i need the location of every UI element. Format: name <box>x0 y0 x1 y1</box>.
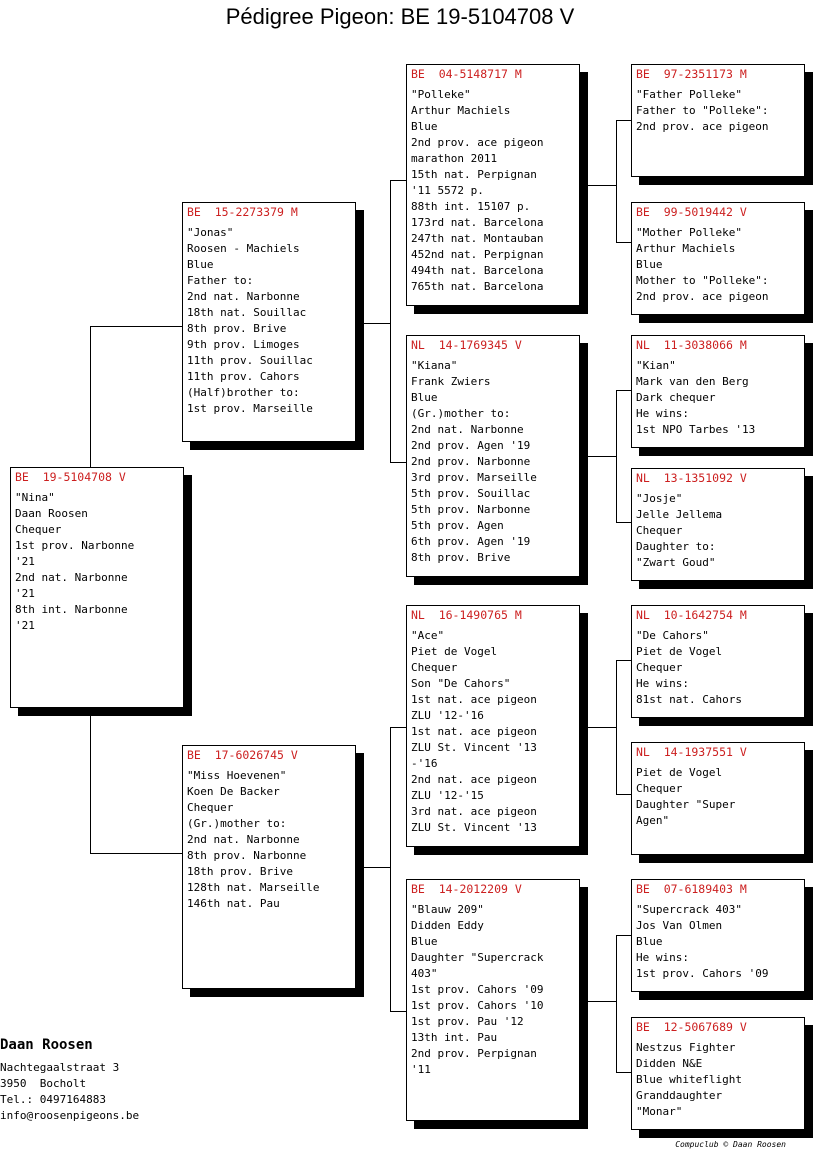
owner-info <box>0 1036 139 1124</box>
pigeon-line: He wins: <box>636 407 689 420</box>
pigeon-line: 8th prov. Brive <box>187 322 287 335</box>
pigeon-line: 1st nat. ace pigeon <box>411 693 537 706</box>
pigeon-line: '21 <box>15 587 35 600</box>
pigeon-line: Blue <box>411 935 438 948</box>
pigeon-line: 2nd nat. Narbonne <box>187 290 300 303</box>
ring-number: NL 14-1769345 V <box>411 338 522 352</box>
pigeon-line: 5th prov. Souillac <box>411 487 531 500</box>
pigeon-line: 2nd prov. ace pigeon <box>636 290 769 303</box>
pigeon-line: 8th prov. Narbonne <box>187 849 307 862</box>
pigeon-line: "Jonas" <box>187 226 234 239</box>
pigeon-line: Blue <box>636 258 663 271</box>
pigeon-card-paternal-grandmother[interactable] <box>406 335 580 577</box>
ring-number: BE 19-5104708 V <box>15 470 126 484</box>
ring-number: BE 14-2012209 V <box>411 882 522 896</box>
pigeon-line: 88th int. 15107 p. <box>411 200 531 213</box>
pigeon-line: Frank Zwiers <box>411 375 491 388</box>
pigeon-line: "Polleke" <box>411 88 471 101</box>
credit-footer: Compuclub © Daan Roosen <box>675 1140 786 1149</box>
pigeon-line: 1st NPO Tarbes '13 <box>636 423 756 436</box>
pigeon-line: '21 <box>15 619 35 632</box>
pigeon-card-mother[interactable] <box>182 745 356 989</box>
pigeon-line: Didden N&E <box>636 1057 703 1070</box>
pigeon-card-ggp-7[interactable] <box>631 879 805 992</box>
pigeon-line: 13th int. Pau <box>411 1031 498 1044</box>
pigeon-line: '11 <box>411 1063 431 1076</box>
pigeon-line: 3rd prov. Marseille <box>411 471 537 484</box>
pigeon-line: Daan Roosen <box>15 507 88 520</box>
pigeon-line: 1st prov. Pau '12 <box>411 1015 524 1028</box>
pigeon-line: 18th prov. Brive <box>187 865 293 878</box>
pigeon-line: 247th nat. Montauban <box>411 232 544 245</box>
pigeon-line: Blue whiteflight <box>636 1073 742 1086</box>
pigeon-line: '11 5572 p. <box>411 184 484 197</box>
pigeon-line: 2nd nat. Narbonne <box>411 423 524 436</box>
pigeon-line: "Ace" <box>411 629 445 642</box>
pigeon-line: (Half)brother to: <box>187 386 300 399</box>
pigeon-line: 6th prov. Agen '19 <box>411 535 531 548</box>
pigeon-line: Chequer <box>636 782 683 795</box>
pigeon-line: 1st prov. Cahors '09 <box>636 967 769 980</box>
pigeon-line: Piet de Vogel <box>636 645 723 658</box>
ring-number: BE 07-6189403 M <box>636 882 747 896</box>
ring-number: NL 16-1490765 M <box>411 608 522 622</box>
pigeon-card-ggp-1[interactable] <box>631 64 805 177</box>
pigeon-line: "Blauw 209" <box>411 903 484 916</box>
ring-number: BE 15-2273379 M <box>187 205 298 219</box>
page-title: Pédigree Pigeon: BE 19-5104708 V <box>225 4 575 29</box>
pigeon-line: 1st prov. Marseille <box>187 402 313 415</box>
pigeon-line: 2nd prov. Perpignan <box>411 1047 537 1060</box>
pigeon-line: 494th nat. Barcelona <box>411 264 544 277</box>
pigeon-line: Koen De Backer <box>187 785 280 798</box>
pigeon-line: '21 <box>15 555 35 568</box>
pigeon-line: 81st nat. Cahors <box>636 693 742 706</box>
pigeon-line: He wins: <box>636 951 689 964</box>
pigeon-line: "Monar" <box>636 1105 683 1118</box>
pigeon-line: 146th nat. Pau <box>187 897 280 910</box>
pigeon-line: 11th prov. Souillac <box>187 354 313 367</box>
owner-email[interactable]: info@roosenpigeons.be <box>0 1109 140 1122</box>
pigeon-line: 5th prov. Agen <box>411 519 504 532</box>
pigeon-line: 2nd prov. Agen '19 <box>411 439 531 452</box>
pigeon-line: 2nd nat. Narbonne <box>187 833 300 846</box>
pigeon-line: (Gr.)mother to: <box>411 407 511 420</box>
pigeon-line: "Josje" <box>636 492 683 505</box>
pigeon-line: 1st prov. Cahors '09 <box>411 983 544 996</box>
pigeon-line: "Nina" <box>15 491 55 504</box>
pigeon-line: 128th nat. Marseille <box>187 881 320 894</box>
pigeon-line: Piet de Vogel <box>411 645 498 658</box>
pigeon-line: Blue <box>187 258 214 271</box>
pigeon-line: -'16 <box>411 757 438 770</box>
pigeon-line: "Supercrack 403" <box>636 903 742 916</box>
pigeon-line: 2nd nat. Narbonne <box>15 571 128 584</box>
pigeon-line: "Zwart Goud" <box>636 556 716 569</box>
pigeon-line: "De Cahors" <box>636 629 709 642</box>
pigeon-line: 2nd prov. ace pigeon <box>411 136 544 149</box>
pigeon-card-father[interactable] <box>182 202 356 442</box>
pigeon-line: "Miss Hoevenen" <box>187 769 287 782</box>
pigeon-line: 5th prov. Narbonne <box>411 503 531 516</box>
pigeon-card-maternal-grandmother[interactable] <box>406 879 580 1121</box>
pigeon-card-ggp-6[interactable] <box>631 742 805 855</box>
pigeon-line: "Mother Polleke" <box>636 226 742 239</box>
ring-number: BE 97-2351173 M <box>636 67 747 81</box>
pigeon-line: "Kian" <box>636 359 676 372</box>
pigeon-line: Didden Eddy <box>411 919 484 932</box>
pigeon-line: Father to "Polleke": <box>636 104 769 117</box>
pigeon-line: Chequer <box>187 801 234 814</box>
pigeon-line: ZLU '12-'16 <box>411 709 484 722</box>
pigeon-line: Blue <box>411 120 438 133</box>
ring-number: BE 17-6026745 V <box>187 748 298 762</box>
pigeon-card-paternal-grandfather[interactable] <box>406 64 580 306</box>
pigeon-line: Chequer <box>636 524 683 537</box>
pigeon-card-ggp-5[interactable] <box>631 605 805 718</box>
pigeon-card-ggp-8[interactable] <box>631 1017 805 1130</box>
pigeon-line: 11th prov. Cahors <box>187 370 300 383</box>
ring-number: BE 04-5148717 M <box>411 67 522 81</box>
pigeon-line: 2nd nat. ace pigeon <box>411 773 537 786</box>
pigeon-line: Mark van den Berg <box>636 375 749 388</box>
owner-name: Daan Roosen <box>0 1037 93 1053</box>
owner-city: 3950 Bocholt <box>0 1077 87 1090</box>
pigeon-line: 403" <box>411 967 438 980</box>
ring-number: NL 10-1642754 M <box>636 608 747 622</box>
pigeon-line: ZLU '12-'15 <box>411 789 484 802</box>
pigeon-line: He wins: <box>636 677 689 690</box>
pigeon-line: Piet de Vogel <box>636 766 723 779</box>
pigeon-line: Chequer <box>15 523 62 536</box>
pigeon-line: 9th prov. Limoges <box>187 338 300 351</box>
pigeon-line: Arthur Machiels <box>636 242 736 255</box>
pigeon-line: 173rd nat. Barcelona <box>411 216 544 229</box>
pigeon-line: Jelle Jellema <box>636 508 723 521</box>
pigeon-card-ggp-2[interactable] <box>631 202 805 315</box>
pigeon-line: 1st prov. Narbonne <box>15 539 135 552</box>
pigeon-line: Dark chequer <box>636 391 716 404</box>
pigeon-line: 1st nat. ace pigeon <box>411 725 537 738</box>
pigeon-line: Daughter "Supercrack <box>411 951 544 964</box>
pigeon-line: ZLU St. Vincent '13 <box>411 821 537 834</box>
ring-number: NL 14-1937551 V <box>636 745 747 759</box>
pigeon-line: Granddaughter <box>636 1089 723 1102</box>
pigeon-card-maternal-grandfather[interactable] <box>406 605 580 847</box>
ring-number: NL 13-1351092 V <box>636 471 747 485</box>
pigeon-line: Arthur Machiels <box>411 104 511 117</box>
pigeon-line: 8th int. Narbonne <box>15 603 128 616</box>
pigeon-line: marathon 2011 <box>411 152 498 165</box>
pigeon-card-ggp-4[interactable] <box>631 468 805 581</box>
pigeon-line: 15th nat. Perpignan <box>411 168 537 181</box>
pigeon-line: 3rd nat. ace pigeon <box>411 805 537 818</box>
pigeon-line: 2nd prov. ace pigeon <box>636 120 769 133</box>
pigeon-line: Daughter "Super <box>636 798 736 811</box>
pigeon-line: Nestzus Fighter <box>636 1041 736 1054</box>
pigeon-line: 8th prov. Brive <box>411 551 511 564</box>
ring-number: BE 99-5019442 V <box>636 205 747 219</box>
pigeon-line: Blue <box>636 935 663 948</box>
pigeon-line: Jos Van Olmen <box>636 919 723 932</box>
pigeon-line: Daughter to: <box>636 540 716 553</box>
pigeon-line: "Father Polleke" <box>636 88 742 101</box>
pigeon-line: Roosen - Machiels <box>187 242 300 255</box>
pigeon-line: Mother to "Polleke": <box>636 274 769 287</box>
pigeon-line: Father to: <box>187 274 254 287</box>
owner-phone: Tel.: 0497164883 <box>0 1093 106 1106</box>
pigeon-line: Chequer <box>636 661 683 674</box>
pigeon-line: Blue <box>411 391 438 404</box>
pigeon-line: Son "De Cahors" <box>411 677 511 690</box>
pigeon-line: 452nd nat. Perpignan <box>411 248 544 261</box>
pigeon-line: Chequer <box>411 661 458 674</box>
pigeon-line: ZLU St. Vincent '13 <box>411 741 537 754</box>
pigeon-line: (Gr.)mother to: <box>187 817 287 830</box>
ring-number: BE 12-5067689 V <box>636 1020 747 1034</box>
pigeon-line: 2nd prov. Narbonne <box>411 455 531 468</box>
ring-number: NL 11-3038066 M <box>636 338 747 352</box>
pigeon-line: 1st prov. Cahors '10 <box>411 999 544 1012</box>
pigeon-card-ggp-3[interactable] <box>631 335 805 448</box>
pigeon-line: "Kiana" <box>411 359 458 372</box>
owner-address: Nachtegaalstraat 3 <box>0 1061 120 1074</box>
pigeon-line: 18th nat. Souillac <box>187 306 307 319</box>
pigeon-line: 765th nat. Barcelona <box>411 280 544 293</box>
pigeon-card-subject[interactable] <box>10 467 184 708</box>
pigeon-line: Agen" <box>636 814 670 827</box>
